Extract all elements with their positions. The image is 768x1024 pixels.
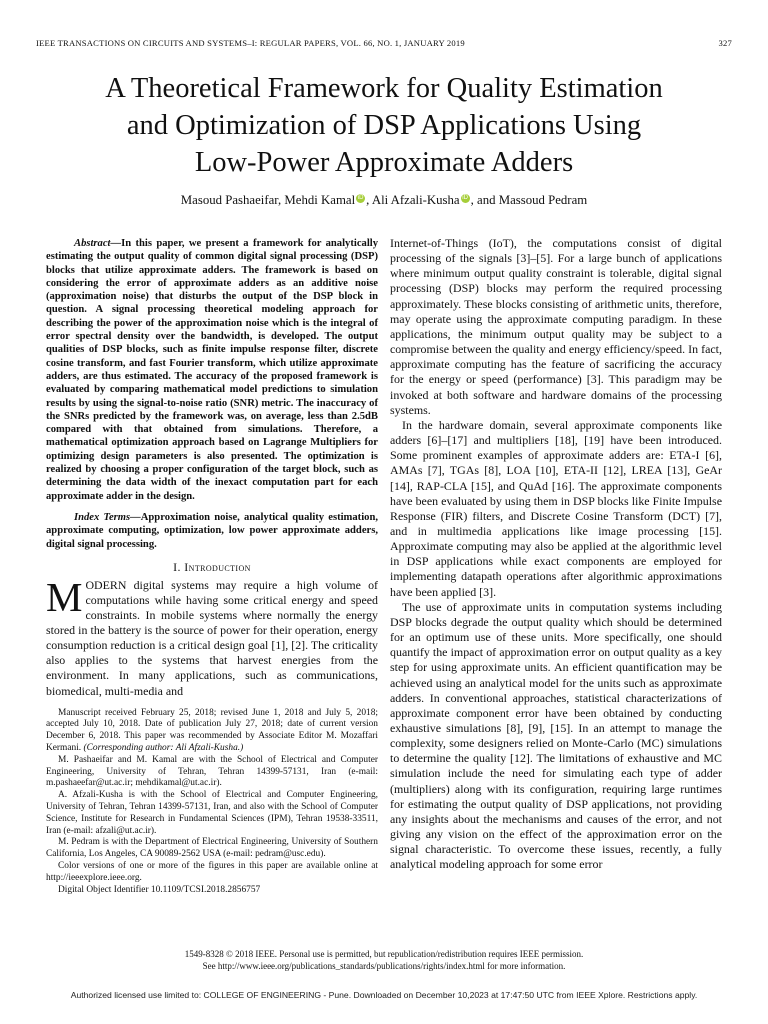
download-notice: Authorized licensed use limited to: COLLEGE OF ENGINEERING - Pune. Downloaded on December 10,2023 at 17:47:50 UTC from IEEE Xplore. Restrictions apply. <box>70 990 698 1000</box>
journal-name: IEEE TRANSACTIONS ON CIRCUITS AND SYSTEMS–I: REGULAR PAPERS, VOL. 66, NO. 1, JANUARY 2019 <box>36 38 465 48</box>
author-names-3: , and Massoud Pedram <box>470 193 588 207</box>
left-column <box>46 237 378 896</box>
intro-text: ODERN digital systems may require a high volume of computations while having some critical energy and speed constraints. In mobile systems where normally the energy stored in the battery is the source of power for their operation, energy consumption reduction is a critical design goal [1], [2]. The criticality also applies to the systems that harvest energies from the environment. In many applications, such as communications, biomedical, multi-media and <box>46 577 378 698</box>
title-line-3: Low-Power Approximate Adders <box>194 147 574 178</box>
footnote-affiliation-2: A. Afzali-Kusha is with the School of Electrical and Computer Engineering, University of Tehran, Tehran 14399-57131, Iran, and also with the School of Computer Science, Institute for Research in Fundamental Sciences (IPM), Tehran 19538-33511, Iran (e-mail: afzali@ut.ac.ir). <box>46 790 378 836</box>
footnote-color-versions: Color versions of one or more of the figures in this paper are available online at http://ieeexplore.ieee.org. <box>46 861 378 883</box>
body-paragraph: In the hardware domain, several approximate components like adders [6]–[17] and multipliers [18], [19] have been introduced. Some prominent examples of approximate adders are: ETA-I [6], AMAs [7], TGAs [8], LOA [10], ETA-II [12], LREA [13], GeAr [14], RAP-CLA [15], and QuAd [16]. The approximate components have been evaluated by using them in DSP blocks like Finite Impulse Response (FIR) filters, and Discrete Cosine Transform (DCT) [7], and in multimedia applications like image processing [15]. Approximate computing may also be applied at the algorithmic level in DSP applications while exact components are employed for implementing datapath operations after algorithmic approximations have been applied [3]. <box>390 417 722 599</box>
index-terms <box>46 511 378 551</box>
copyright-notice <box>40 949 728 972</box>
page-number: 327 <box>718 38 732 48</box>
body-paragraph: Internet-of-Things (IoT), the computations consist of digital processing of the signals [3]–[5]. For a large bunch of applications where minimum output quality constraint is tolerable, digital signal processing (DSP) blocks may perform the required processing approximately. These blocks consisting of arithmetic units, therefore, may operate using the approximate computing paradigm. In these applications, the minimum output quality may be subject to a compromise between the quality and energy efficiency/speed. In fact, approximate computing has the feature of sacrificing the accuracy for the energy or speed (performance) [3]. This paradigm may be invoked at both software and hardware domains of the processing systems. <box>390 236 722 417</box>
corresponding-author: (Corresponding author: Ali Afzali-Kusha.) <box>83 743 244 754</box>
title-line-2: and Optimization of DSP Applications Using <box>126 110 642 141</box>
intro-paragraph <box>46 573 378 699</box>
footnote-affiliation-1: M. Pashaeifar and M. Kamal are with the School of Electrical and Computer Engineering, University of Tehran, Tehran 14399-57131, Iran (e-mail: m.pashaeefar@ut.ac.ir; mehdikamal@ut.ac.ir). <box>46 754 378 789</box>
drop-cap: M <box>46 573 83 620</box>
body-paragraph: The use of approximate units in computation systems including DSP blocks degrade the output quality which should be determined for an optimum use of these units. More specifically, one should quantify the impact of approximation error on output quality as a key step for using approximate units. An efficient quantification may be achieved using an analytical model for the units such as approximate adders. In conventional approaches, statistical characterizations of approximate component error have been obtained by conducting exhaustive simulations [8], [9], [15]. In an attempt to manage the complexity, some designers relied on Monte-Carlo (MC) simulations to determine the quality [12]. The limitations of exhaustive and MC simulation include the need for simulating each type of adder (multipliers) along with its configuration, requiring large runtimes for estimating the output quality of DSP applications, not providing any insights about the mechanisms and causes of the error, and not giving any vision on the effect of the approximation error on the signal characteristic. To overcome these issues, recently, a fully analytical modeling approach for some error <box>390 599 722 872</box>
author-list <box>40 193 728 208</box>
section-heading-introduction: I. Introduction <box>173 559 251 574</box>
footnote-affiliation-3: M. Pedram is with the Department of Electrical Engineering, University of Southern California, Los Angeles, CA 90089-2562 USA (e-mail: pedram@usc.edu). <box>46 837 378 860</box>
author-names-1: Masoud Pashaeifar, Mehdi Kamal <box>180 193 356 207</box>
index-terms-text: Approximation noise, analytical quality estimation, approximate computing, optimization, low power approximate adders, digital signal processing. <box>46 511 378 550</box>
orcid-icon[interactable]: iD <box>462 195 468 201</box>
copyright-line-1: 1549-8328 © 2018 IEEE. Personal use is permitted, but republication/redistribution requires IEEE permission. <box>184 949 584 959</box>
footnote-manuscript <box>46 708 378 755</box>
orcid-icon[interactable]: iD <box>357 195 364 201</box>
abstract-label: Abstract— <box>74 238 122 249</box>
index-terms-label: Index Terms— <box>74 511 141 523</box>
abstract-text: In this paper, we present a framework for analytically estimating the output quality of common digital signal processing (DSP) blocks that utilize approximate adders. The framework is based on considering the error of approximate adders as an additive noise (approximation noise) that disturbs the output of the DSP block in question. A signal processing theoretical modeling approach for describing the power of the approximation noise which is the integral of error spectral density over the bandwidth, is developed. The output qualities of DSP blocks, such as finite impulse response filter, discrete cosine transform, and fast Fourier transform, which utilize approximate adders, are thus estimated. The accuracy of the proposed framework is evaluated by comparing mathematical model predictions to simulation results by using the signal-to-noise ratio (SNR) metric. The inaccuracy of the SNRs predicted by the framework was, on average, less than 2.5dB compared with that obtained from simulations. Therefore, a mathematical optimization approach based on Lagrange Multipliers for optimizing design parameters is also presented. The optimization is realized by choosing a proper configuration of the target block, such as determining the data width of the inexact computation part for each approximate adder in the design. <box>46 238 378 502</box>
abstract <box>46 237 378 503</box>
footnote-doi: Digital Object Identifier 10.1109/TCSI.2018.2856757 <box>58 884 261 895</box>
paper-title <box>40 70 728 181</box>
footnote-manuscript-text: Manuscript received February 25, 2018; revised June 1, 2018 and July 5, 2018; accepted July 10, 2018. Date of publication July 27, 2018; date of current version December 6, 2018. This paper was recommended by Associate Editor M. Mozaffari Kermani. <box>46 707 378 754</box>
author-names-2: , Ali Afzali-Kusha <box>366 193 460 207</box>
copyright-line-2: See http://www.ieee.org/publications_standards/publications/rights/index.html for more information. <box>202 960 566 971</box>
title-line-1: A Theoretical Framework for Quality Estimation <box>105 73 663 104</box>
right-column <box>390 236 722 873</box>
footnotes <box>46 708 378 897</box>
running-header <box>36 38 732 48</box>
